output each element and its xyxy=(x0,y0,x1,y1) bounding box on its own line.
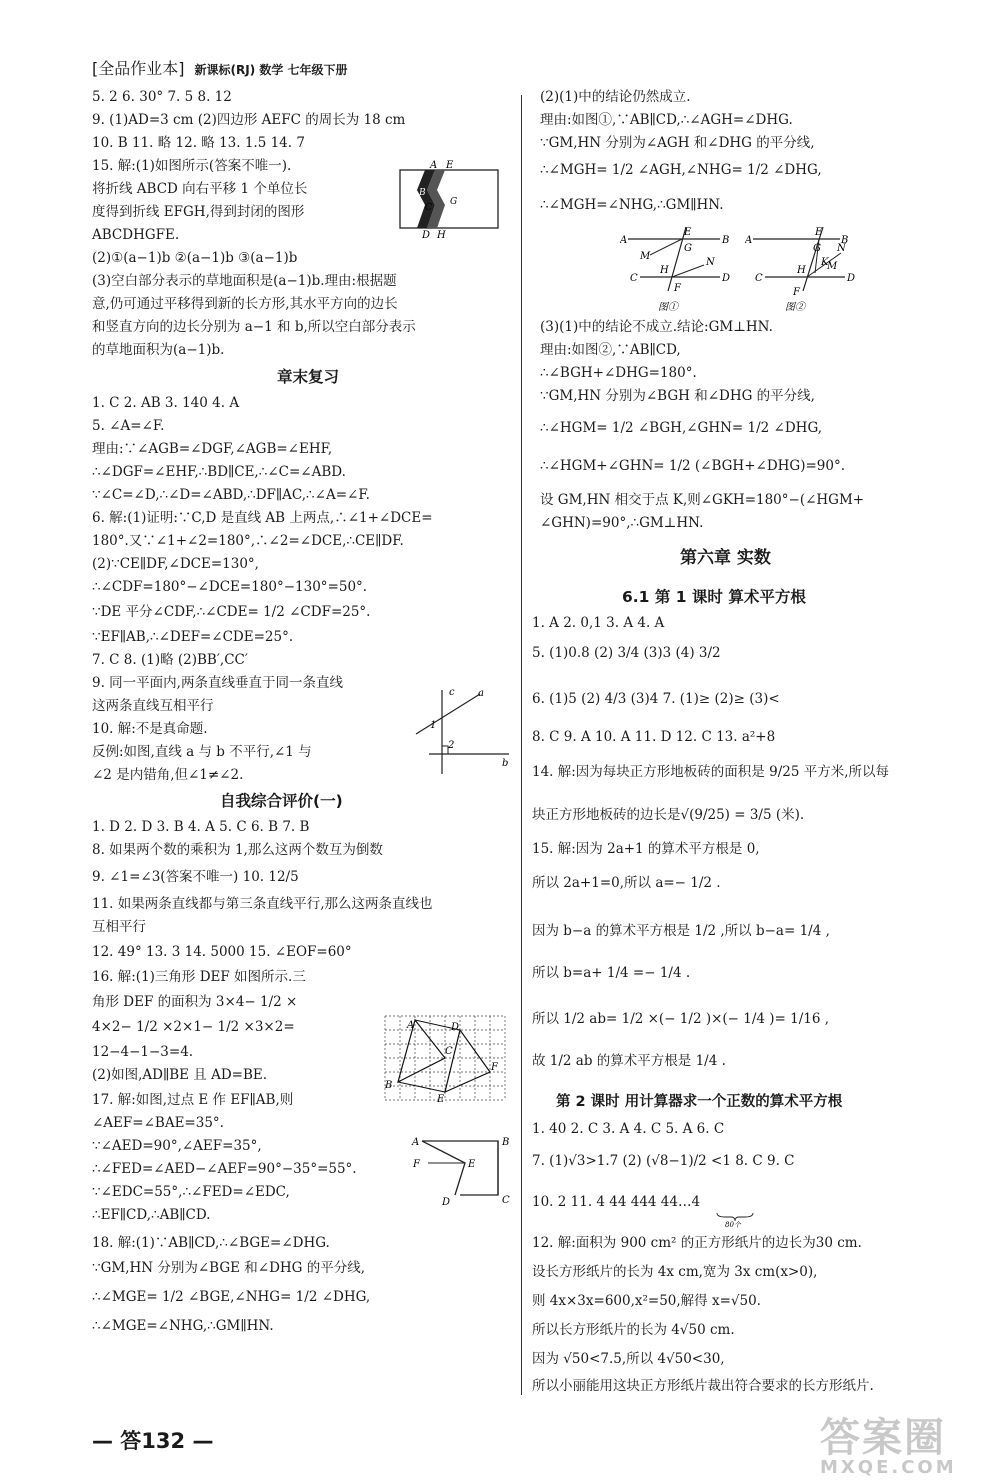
answer-line: 理由:∵∠AGB=∠DGF,∠AGB=∠EHF, xyxy=(92,441,333,457)
grid-triangle-figure xyxy=(383,1014,508,1106)
svg-text:c: c xyxy=(449,687,455,698)
answer-line: ∵∠EDC=55°,∴∠FED=∠EDC, xyxy=(92,1184,290,1200)
answer-line: 10. 2 11. 4 44 444 44…4 xyxy=(532,1194,701,1210)
svg-text:E: E xyxy=(815,227,823,238)
page-number: — 答132 — xyxy=(92,1429,214,1453)
answer-line: 和竖直方向的边长分别为 a−1 和 b,所以空白部分表示 xyxy=(92,319,416,335)
answer-line: 15. 解:(1)如图所示(答案不唯一). xyxy=(92,158,292,174)
lines-a-b-figure xyxy=(414,686,514,780)
brace-count-label: 80个 xyxy=(725,1221,741,1229)
answer-line: 10. B 11. 略 12. 略 13. 1.5 14. 7 xyxy=(92,135,305,151)
answer-line: 所以小丽能用这块正方形纸片裁出符合要求的长方形纸片. xyxy=(532,1378,874,1394)
answer-line: 1. D 2. D 3. B 4. A 5. C 6. B 7. B xyxy=(92,819,310,835)
answer-line: ∵∠AED=90°,∠AEF=35°, xyxy=(92,1138,262,1154)
svg-text:F: F xyxy=(793,287,800,298)
answer-line: 6. (1)5 (2) 4/3 (3)4 7. (1)≥ (2)≥ (3)< xyxy=(532,691,780,707)
answer-line: 180°.又∵∠1+∠2=180°,∴∠2=∠DCE,∴CE∥DF. xyxy=(92,533,404,549)
svg-text:A: A xyxy=(745,235,753,246)
answer-line: ∴∠HGM= 1/2 ∠BGH,∠GHN= 1/2 ∠DHG, xyxy=(540,420,823,436)
svg-text:C: C xyxy=(445,1046,453,1057)
svg-text:N: N xyxy=(837,243,846,254)
answer-line: (2)①(a−1)b ②(a−1)b ③(a−1)b xyxy=(92,250,298,266)
page-header xyxy=(92,56,348,79)
answer-line: ∴∠BGH+∠DHG=180°. xyxy=(540,365,697,381)
answer-line: 18. 解:(1)∵AB∥CD,∴∠BGE=∠DHG. xyxy=(92,1235,330,1251)
svg-text:E: E xyxy=(684,227,692,238)
svg-text:C: C xyxy=(502,1195,510,1206)
svg-text:a: a xyxy=(478,688,484,699)
answer-line: 16. 解:(1)三角形 DEF 如图所示.三 xyxy=(92,969,306,985)
answer-line: 1. C 2. AB 3. 140 4. A xyxy=(92,395,240,411)
answer-line: (2)如图,AD∥BE 且 AD=BE. xyxy=(92,1067,268,1083)
answer-line: (2)(1)中的结论仍然成立. xyxy=(540,89,691,105)
watermark xyxy=(820,1415,957,1478)
book-brand: [全品作业本] xyxy=(92,59,185,78)
answer-line: (3)(1)中的结论不成立.结论:GM⊥HN. xyxy=(540,319,773,335)
answer-line: 所以 1/2 ab= 1/2 ×(− 1/2 )×(− 1/4 )= 1/16 , xyxy=(532,1011,830,1027)
answer-line: 10. 解:不是真命题. xyxy=(92,721,208,737)
column-divider xyxy=(521,95,522,1395)
svg-text:H: H xyxy=(660,265,669,276)
answer-line: ∵∠C=∠D,∴∠D=∠ABD,∴DF∥AC,∴∠A=∠F. xyxy=(92,487,370,503)
svg-text:H: H xyxy=(797,265,806,276)
answer-line: 6. 解:(1)证明:∵C,D 是直线 AB 上两点,∴∠1+∠DCE= xyxy=(92,510,433,526)
figure-2 xyxy=(745,225,855,319)
svg-text:B: B xyxy=(722,235,730,246)
answer-line: ∴∠DGF=∠EHF,∴BD∥CE,∴∠C=∠ABD. xyxy=(92,464,346,480)
answer-line: ∵GM,HN 分别为∠BGH 和∠DHG 的平分线, xyxy=(540,388,815,404)
answer-line: 反例:如图,直线 a 与 b 不平行,∠1 与 xyxy=(92,744,312,760)
svg-text:2: 2 xyxy=(448,740,455,751)
answer-line: 所以长方形纸片的长为 4√50 cm. xyxy=(532,1322,735,1338)
svg-text:G: G xyxy=(450,197,458,207)
svg-text:C: C xyxy=(630,273,638,284)
answer-line: 8. C 9. A 10. A 11. D 12. C 13. a²+8 xyxy=(532,729,776,745)
svg-text:G: G xyxy=(684,243,692,254)
answer-line: ∴∠HGM+∠GHN= 1/2 (∠BGH+∠DHG)=90°. xyxy=(540,458,846,474)
section-heading: 第 2 课时 用计算器求一个正数的算术平方根 xyxy=(556,1094,843,1110)
svg-text:F: F xyxy=(491,1062,498,1073)
answer-line: ∠GHN)=90°,∴GM⊥HN. xyxy=(540,515,704,531)
answer-line: 互相平行 xyxy=(92,919,146,935)
svg-text:E: E xyxy=(437,1094,445,1102)
svg-text:B: B xyxy=(419,188,426,198)
translation-figure xyxy=(397,160,502,244)
answer-line: 1. A 2. 0,1 3. A 4. A xyxy=(532,615,665,631)
answer-line: 这两条直线互相平行 xyxy=(92,698,214,714)
answer-line: 因为 √50<7.5,所以 4√50<30, xyxy=(532,1351,725,1367)
answer-line: 7. C 8. (1)略 (2)BB′,CC′ xyxy=(92,652,248,668)
svg-text:B: B xyxy=(385,1080,393,1091)
answer-line: 将折线 ABCD 向右平移 1 个单位长 xyxy=(92,181,308,197)
svg-text:G: G xyxy=(813,243,821,254)
answer-line: 块正方形地板砖的边长是√(9/25) = 3/5 (米). xyxy=(532,807,805,823)
svg-text:b: b xyxy=(502,758,509,769)
answer-line: 11. 如果两条直线都与第三条直线平行,那么这两条直线也 xyxy=(92,896,433,912)
answer-line: (3)空白部分表示的草地面积是(a−1)b.理由:根据题 xyxy=(92,273,397,289)
svg-text:F: F xyxy=(413,1159,420,1170)
answer-line: 所以 2a+1=0,所以 a=− 1/2 . xyxy=(532,875,721,891)
answer-line: 12−4−1−3=4. xyxy=(92,1044,194,1060)
answer-line: ∵DE 平分∠CDF,∴∠CDE= 1/2 ∠CDF=25°. xyxy=(92,604,371,620)
svg-text:C: C xyxy=(425,203,432,213)
answer-line: ∴∠MGH= 1/2 ∠AGH,∠NHG= 1/2 ∠DHG, xyxy=(540,162,822,178)
answer-line: 17. 解:如图,过点 E 作 EF∥AB,则 xyxy=(92,1092,294,1108)
figure-2-caption: 图② xyxy=(785,302,805,313)
svg-text:A: A xyxy=(430,160,438,171)
answer-line: 15. 解:因为 2a+1 的算术平方根是 0, xyxy=(532,841,760,857)
answer-line: 9. ∠1=∠3(答案不唯一) 10. 12/5 xyxy=(92,869,299,885)
svg-text:A: A xyxy=(620,235,628,246)
answer-line: 度得到折线 EFGH,得到封闭的图形 xyxy=(92,204,305,220)
answer-line: 1. 40 2. C 3. A 4. C 5. A 6. C xyxy=(532,1121,725,1137)
answer-line: 9. (1)AD=3 cm (2)四边形 AEFC 的周长为 18 cm xyxy=(92,112,406,128)
book-meta: 新课标(RJ) 数学 七年级下册 xyxy=(194,63,348,77)
svg-text:D: D xyxy=(451,1022,460,1033)
svg-text:M: M xyxy=(640,251,651,262)
svg-text:D: D xyxy=(442,1197,451,1208)
answer-line: 5. 2 6. 30° 7. 5 8. 12 xyxy=(92,89,232,105)
answer-line: 14. 解:因为每块正方形地板砖的面积是 9/25 平方米,所以每 xyxy=(532,764,889,780)
answer-line: 理由:如图②,∵AB∥CD, xyxy=(540,342,681,358)
svg-text:C: C xyxy=(755,273,763,284)
answer-line: ∵GM,HN 分别为∠AGH 和∠DHG 的平分线, xyxy=(540,135,815,151)
answer-line: 9. 同一平面内,两条直线垂直于同一条直线 xyxy=(92,675,343,691)
answer-line: ∴∠MGH=∠NHG,∴GM∥HN. xyxy=(540,197,724,213)
svg-text:F: F xyxy=(441,183,448,193)
svg-text:D: D xyxy=(847,273,855,284)
svg-text:F: F xyxy=(674,283,681,294)
svg-text:E: E xyxy=(468,1159,476,1170)
answer-line: ∠2 是内错角,但∠1≠∠2. xyxy=(92,767,244,783)
section-heading: 6.1 第 1 课时 算术平方根 xyxy=(622,588,806,606)
answer-line: 5. (1)0.8 (2) 3/4 (3)3 (4) 3/2 xyxy=(532,645,721,661)
parallel-bent-figure xyxy=(410,1133,515,1212)
answer-line: ∴∠MGE= 1/2 ∠BGE,∠NHG= 1/2 ∠DHG, xyxy=(92,1289,371,1305)
answer-line: (2)∵CE∥DF,∠DCE=130°, xyxy=(92,556,259,572)
section-heading: 自我综合评价(一) xyxy=(220,792,343,810)
figure-1 xyxy=(620,225,730,319)
answer-line: 故 1/2 ab 的算术平方根是 1/4 . xyxy=(532,1053,726,1069)
answer-line: ∴∠CDF=180°−∠DCE=180°−130°=50°. xyxy=(92,579,368,595)
answer-line: 的草地面积为(a−1)b. xyxy=(92,342,225,358)
watermark-url: MXQE.COM xyxy=(820,1457,957,1478)
watermark-logo: 答案圈 xyxy=(820,1415,946,1461)
answer-line: 则 4x×3x=600,x²=50,解得 x=√50. xyxy=(532,1293,761,1309)
answer-line: 所以 b=a+ 1/4 =− 1/4 . xyxy=(532,965,691,981)
svg-text:1: 1 xyxy=(430,720,437,731)
answer-line: 意,仍可通过平移得到新的长方形,其水平方向的边长 xyxy=(92,296,398,312)
answer-line: ABCDHGFE. xyxy=(92,227,180,243)
section-heading: 章末复习 xyxy=(277,368,340,386)
svg-text:K: K xyxy=(821,257,829,268)
answer-line: 设 GM,HN 相交于点 K,则∠GKH=180°−(∠HGM+ xyxy=(540,492,865,508)
svg-text:B: B xyxy=(841,235,849,246)
answer-line: 12. 49° 13. 3 14. 5000 15. ∠EOF=60° xyxy=(92,944,352,960)
answer-line: 8. 如果两个数的乘积为 1,那么这两个数互为倒数 xyxy=(92,842,383,858)
svg-text:A: A xyxy=(407,1020,415,1031)
svg-text:B: B xyxy=(502,1137,510,1148)
answer-line: ∴∠MGE=∠NHG,∴GM∥HN. xyxy=(92,1318,274,1334)
svg-text:M: M xyxy=(827,261,838,272)
answer-line: 设长方形纸片的长为 4x cm,宽为 3x cm(x>0), xyxy=(532,1264,818,1280)
answer-line: 理由:如图①,∵AB∥CD,∴∠AGH=∠DHG. xyxy=(540,112,793,128)
svg-text:N: N xyxy=(706,257,715,268)
answer-line: 角形 DEF 的面积为 3×4− 1/2 × xyxy=(92,994,298,1010)
answer-line: 7. (1)√3>1.7 (2) (√8−1)/2 <1 8. C 9. C xyxy=(532,1153,795,1169)
svg-text:D: D xyxy=(722,273,730,284)
svg-text:E: E xyxy=(446,160,454,171)
answer-line: ∵EF∥AB,∴∠DEF=∠CDE=25°. xyxy=(92,629,294,645)
svg-text:A: A xyxy=(412,1137,420,1148)
answer-line: ∴∠FED=∠AED−∠AEF=90°−35°=55°. xyxy=(92,1161,357,1177)
answer-line: 4×2− 1/2 ×2×1− 1/2 ×3×2= xyxy=(92,1019,295,1035)
answer-line: 5. ∠A=∠F. xyxy=(92,418,165,434)
svg-text:H: H xyxy=(437,230,446,240)
answer-line: 因为 b−a 的算术平方根是 1/2 ,所以 b−a= 1/4 , xyxy=(532,923,830,939)
brace-note xyxy=(715,1211,755,1233)
answer-line: 12. 解:面积为 900 cm² 的正方形纸片的边长为30 cm. xyxy=(532,1235,862,1251)
svg-text:D: D xyxy=(422,230,431,240)
chapter-heading: 第六章 实数 xyxy=(680,548,771,568)
answer-line: ∠AEF=∠BAE=35°. xyxy=(92,1115,224,1131)
answer-line: ∵GM,HN 分别为∠BGE 和∠DHG 的平分线, xyxy=(92,1260,366,1276)
answer-line: ∴EF∥CD,∴AB∥CD. xyxy=(92,1207,211,1223)
figure-1-caption: 图① xyxy=(658,302,678,313)
